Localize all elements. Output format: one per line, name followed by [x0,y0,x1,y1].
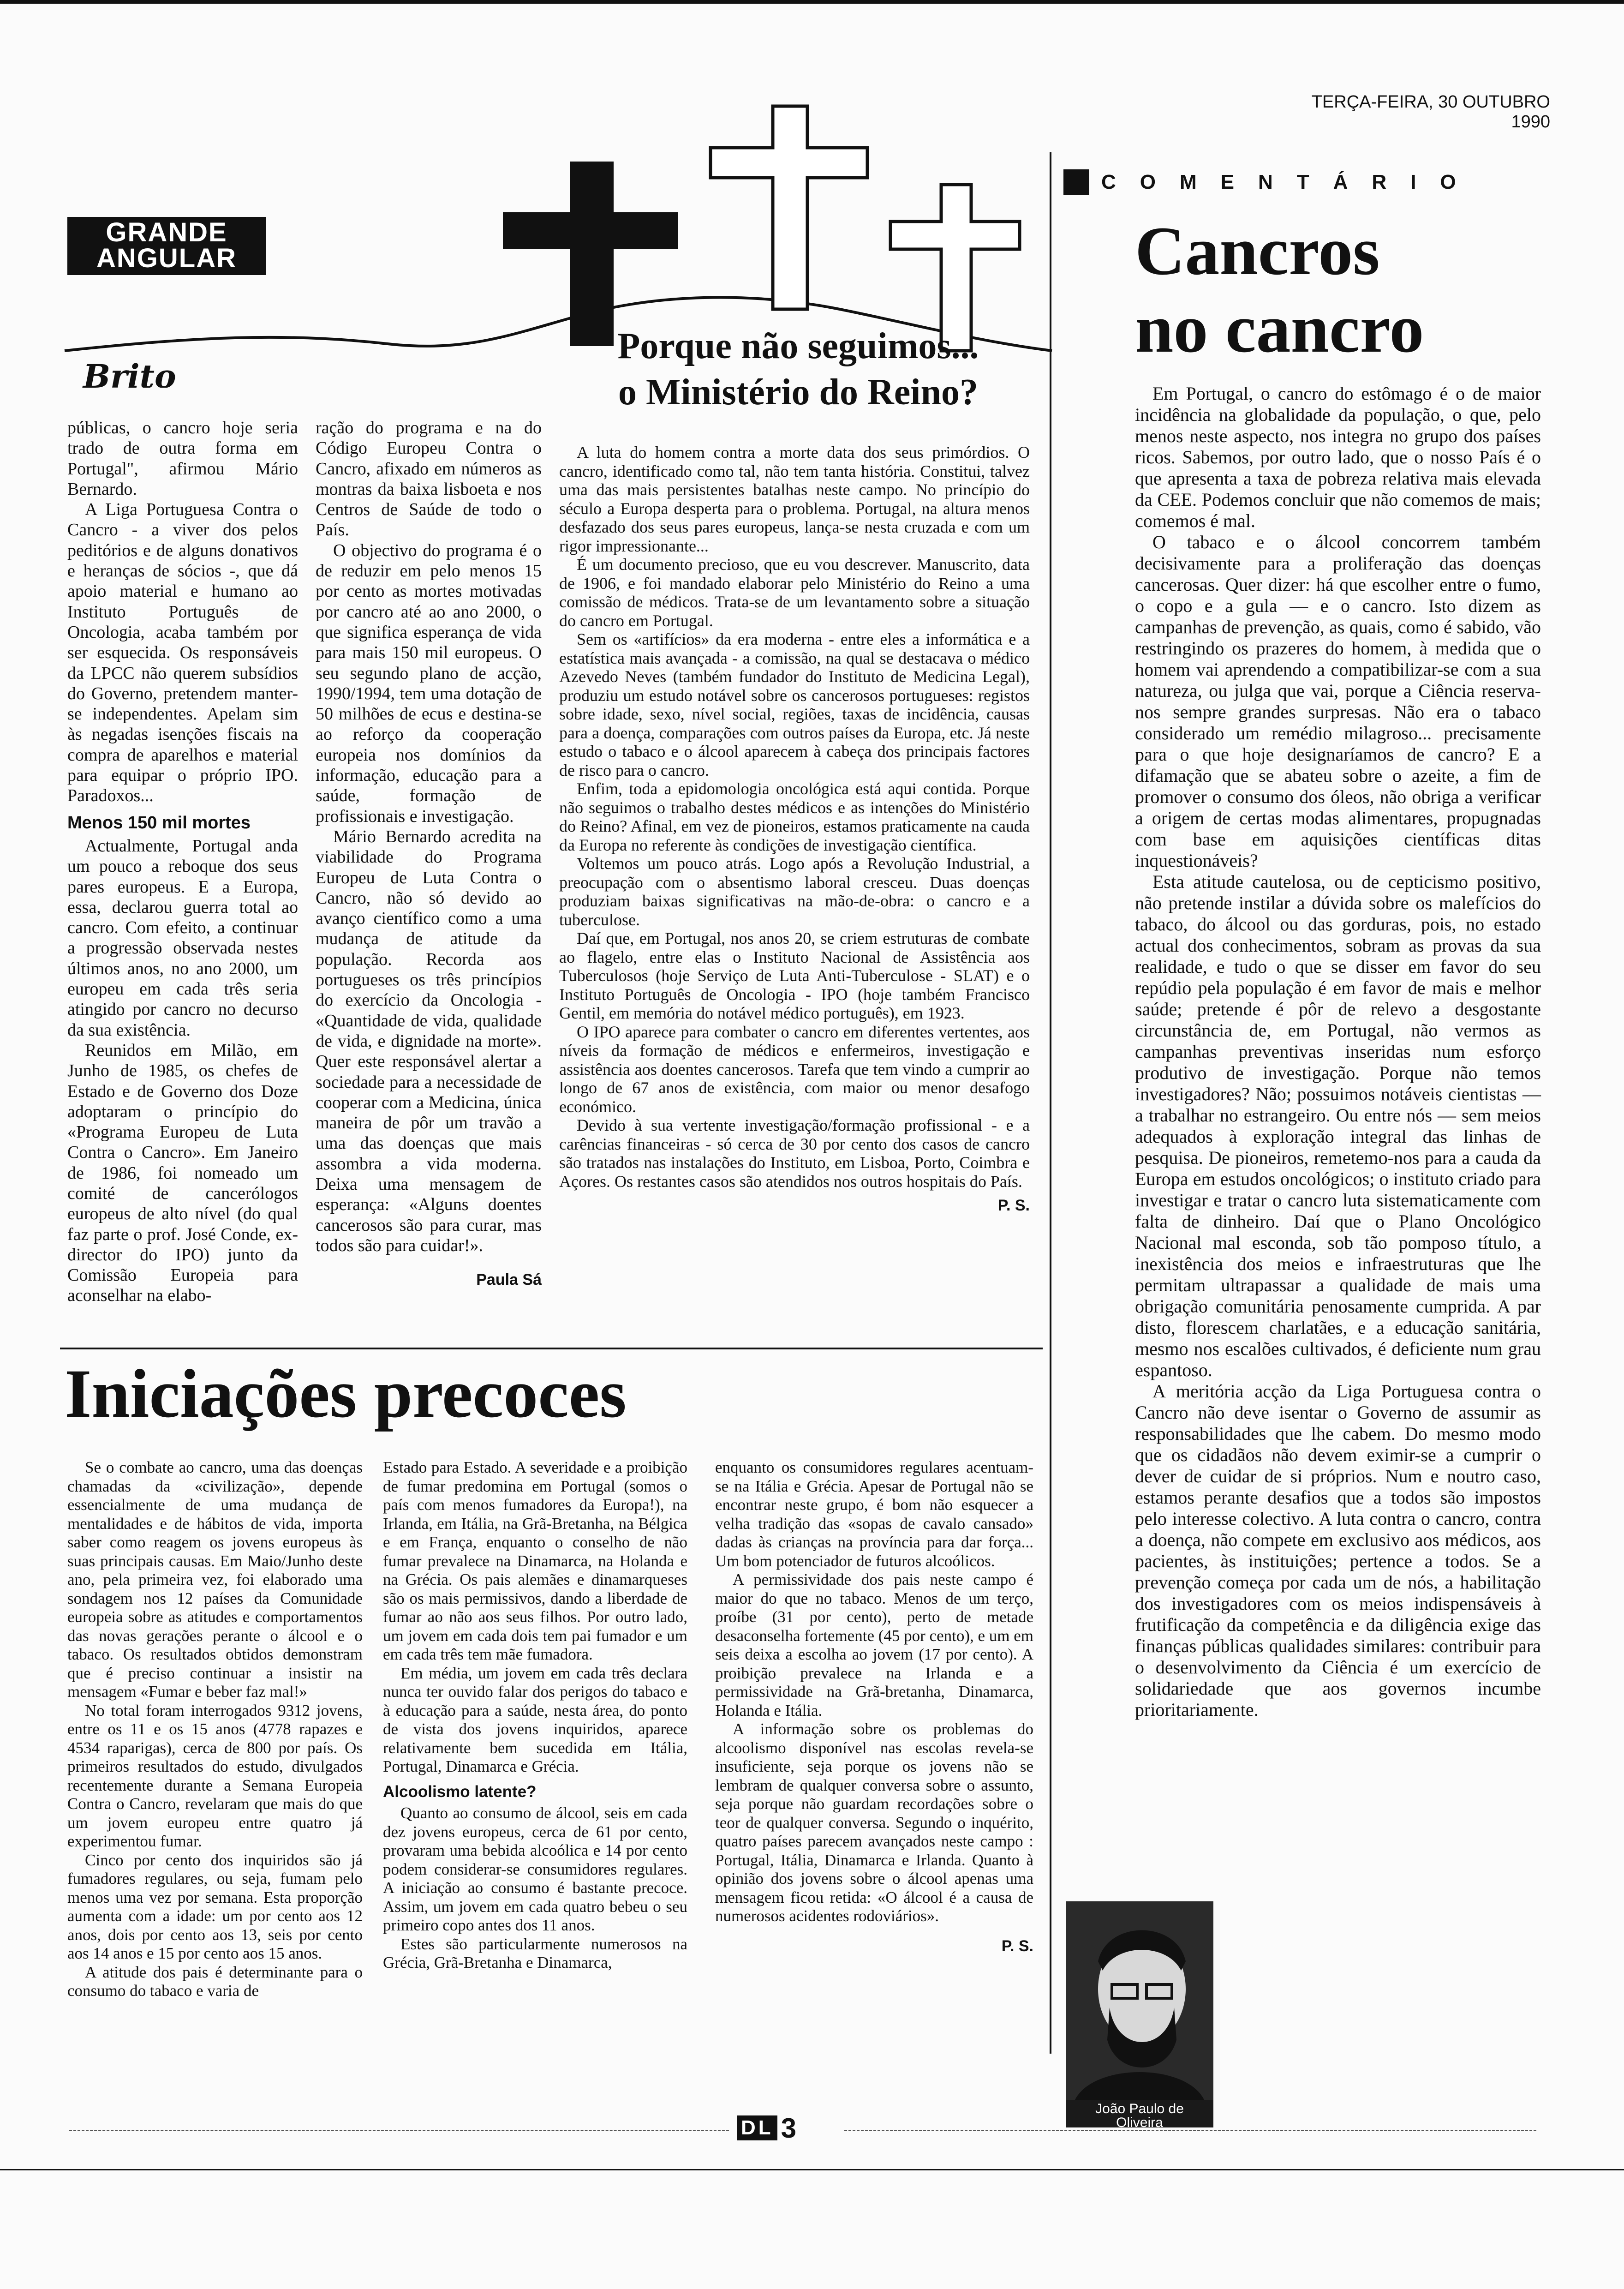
comment-label-block [1063,169,1089,195]
section-divider [60,1348,1043,1349]
paragraph: Estado para Estado. A severidade e a proibição de fumar predomina em Portugal (somos o país com menos fumadores da Europa!), na Irlanda, em Itália, na Grã-Bretanha, na Bélgica e em França, enquanto o conselho de não fumar prevalece na Dinamarca, na Holanda e na Grécia. Os pais alemães e dinamarqueses são os mais permissivos, dando a liberdade de fumar ao não aos seus filhos. Por outro lado, um jovem em cada dois tem pai fumador e um em cada três tem mãe fumadora. [383,1458,687,1663]
bottom-rule [0,2169,1624,2170]
paragraph: Devido à sua vertente investigação/formação profissional - e a carências financeiras - só cerca de 30 por cento dos casos de cancro são tratados nas instalações do Instituto, em Lisboa, Porto, Coimbra e Açores. Os restantes casos são atendidos nos outros hospitais do País. [559,1116,1030,1191]
comment-label [1063,166,1534,198]
paragraph: O objectivo do programa é o de reduzir em pelo menos 15 por cento as mortes motivadas por cancro até ao ano 2000, o que significa esperança de vida para mais 150 mil europeus. O seu segundo plano de acção, 1990/1994, tem uma dotação de 50 milhões de ecus e destina-se ao reforço da cooperação europeia nos domínios da informação, educação para a saúde, formação de profissionais e investigação. [316,540,542,826]
footer-logo [737,2114,796,2142]
paragraph: Mário Bernardo acredita na viabilidade do Programa Europeu de Luta Contra o Cancro, não só devido ao avanço científico como a uma mudança de atitude da população. Recorda aos portugueses os três princípios do exercício da Oncologia - «Quantidade de vida, qualidade de vida, e dignidade na morte». Quer este responsável alertar a sociedade para a necessidade de cooperar com a Medicina, única maneira de pôr um travão a uma das doenças que mais assombra a vida moderna. Deixa uma mensagem de esperança: «Alguns doentes cancerosos são para curar, mas todos são para cuidar!». [316,827,542,1255]
footer-rule-right [844,2130,1536,2131]
comment-label-text: COMENTÁRIO [1101,171,1480,193]
paragraph: públicas, o cancro hoje seria trado de outra forma em Portugal", afirmou Mário Bernardo. [67,418,298,499]
paragraph: Daí que, em Portugal, nos anos 20, se criem estruturas de combate ao flagelo, entre elas o Instituto Nacional de Assistência aos Tuberculosos (hoje Serviço de Luta Anti-Tuberculose - SLAT) e o Instituto Português de Oncologia - IPO (hoje também Francisco Gentil, em memória do notável médico português), em 1923. [559,929,1030,1022]
comment-body [1135,383,1541,1720]
author-photo [1066,1901,1213,2127]
footer-rule-left [69,2130,729,2131]
top-rule [0,0,1624,4]
paragraph: Voltemos um pouco atrás. Logo após a Revolução Industrial, a preocupação com o absentismo laboral cresceu. Duas doenças produziam baixas significativas na mão-de-obra: o cancro e a tuberculose. [559,854,1030,929]
illustration-signature: Brito [83,357,176,388]
paragraph: No total foram interrogados 9312 jovens, entre os 11 e os 15 anos (4778 rapazes e 4534 raparigas), cerca de 800 por país. Os primeiros resultados do estudo, divulgados recentemente durante a Semana Europeia Contra o Cancro, revelaram que mais do que um jovem europeu entre quatro já experimentou fumar. [67,1701,363,1850]
article1-col2 [316,418,542,1290]
page-number: 3 [781,2112,797,2144]
paragraph: Quanto ao consumo de álcool, seis em cada dez jovens europeus, cerca de 61 por cento, provaram uma bebida alcoólica e 14 por cento podem considerar-se consumidores regulares. A iniciação ao consumo é bastante precoce. Assim, um jovem em cada quatro bebeu o seu primeiro copo antes dos 11 anos. [383,1804,687,1934]
subhead: Menos 150 mil mortes [67,813,251,833]
paragraph: A Liga Portuguesa Contra o Cancro - a viver dos pelos peditórios e de alguns donativos e heranças de sócios -, que dá apoio material e humano ao Instituto Português de Oncologia, acaba também por ser esquecida. Os responsáveis da LPCC não querem subsídios do Governo, pretendem manter-se independentes. Apelam sim às negadas isenções fiscais na compra de aparelhos e material para equipar o próprio IPO. Paradoxos... [67,500,298,806]
paragraph: Estes são particularmente numerosos na Grécia, Grã-Bretanha e Dinamarca, [383,1935,687,1971]
article2-title-line1: Porque não seguimos... [617,326,979,366]
cross-black-icon [503,162,678,346]
paragraph: O tabaco e o álcool concorrem também decisivamente para a proliferação das doenças cancerosas. Quer dizer: há que escolher entre o fumo, o copo e a gula — e o cancro. Isto dizem as campanhas de prevenção, as quais, como é sabido, vão restringindo os prazeres do homem, à medida que o homem vai aprendendo a compatibilizar-se com a sua natureza, ou julga que vai, porque a Ciência reserva-nos sempre grandes surpresas. Não era o tabaco considerado um remédio milagroso... precisamente para o que hoje designaríamos de cancro? E a difamação que se abateu sobre o azeite, a fim de promover o consumo dos óleos, não obriga a verificar a origem de certas modas alimentares, propugnadas com base em aquisições científicas ditas inquestionáveis? [1135,532,1541,871]
comment-title-line2: no cancro [1135,290,1424,367]
paragraph: A luta do homem contra a morte data dos seus primórdios. O cancro, identificado como tal, não tem tanta história. Constitui, talvez uma das mais persistentes batalhas neste campo. No princípio do século a Europa desperta para o problema. Portugal, na altura menos desfazado dos seus pares europeus, lança-se nesta cruzada e com um rigor impressionante... [559,443,1030,555]
section-label-line1: GRANDE [106,217,227,247]
article3-col2 [383,1458,687,1972]
article3-col3 [715,1458,1033,1955]
paragraph: A informação sobre os problemas do alcoolismo disponível nas escolas revela-se insuficiente, seja porque os jovens não se lembram de qualquer conversa sobre o assunto, seja porque não guardam recordações sobre o teor de qualquer conversa. Segundo o inquérito, quatro países parecem avançados neste campo : Portugal, Itália, Dinamarca e Irlanda. Quanto à opinião dos jovens sobre o álcool apenas uma mensagem ficou retida: «O álcool é a causa de numerosos acidentes rodoviários». [715,1720,1033,1925]
article2-body [559,443,1030,1215]
paragraph: A atitude dos pais é determinante para o consumo do tabaco e varia de [67,1963,363,2000]
paragraph: enquanto os consumidores regulares acentuam-se na Itália e Grécia. Apesar de Portugal não se encontrar neste grupo, é bom não esquecer a velha tradição das «sopas de cavalo cansado» dadas às crianças na província para dar força... Um bom potenciador de futuros alcoólicos. [715,1458,1033,1570]
article1-author: Paula Sá [476,1271,542,1289]
article1-col1 [67,418,298,1306]
paragraph: Reunidos em Milão, em Junho de 1985, os chefes de Estado e de Governo dos Doze adoptaram o princípio do «Programa Europeu de Luta Contra o Cancro». Em Janeiro de 1986, foi nomeado um comité de cancerólogos europeus de alto nível (do qual faz parte o prof. José Conde, ex-director do IPO) junto da Comissão Europeia para aconselhar na elabo- [67,1040,298,1306]
header-date: TERÇA-FEIRA, 30 OUTUBRO 1990 [1311,92,1550,132]
section-label-line2: ANGULAR [96,243,237,273]
paragraph: Actualmente, Portugal anda um pouco a reboque dos seus pares europeus. E a Europa, essa, declarou guerra total ao cancro. Com efeito, a continuar a progressão observada nestes últimos anos, no ano 2000, um europeu em cada três seria atingido por cancro no decurso da sua existência. [67,836,298,1040]
cross-white-icon [710,106,867,309]
paragraph: A meritória acção da Liga Portuguesa contra o Cancro não deve isentar o Governo de assumir as responsabilidades que lhe cabem. Do mesmo modo que os cidadãos não devem eximir-se a cumprir o dever de cuidar de si próprios. Num e noutro caso, estamos perante desafios que a todos são impostos pelo interesse colectivo. A luta contra o cancro, contra a doença, não compete em exclusivo aos médicos, aos pacientes, às instituições; pertence a todos. Se a prevenção começa por cada um de nós, a habilitação dos investigadores com os meios indispensáveis à frutificação da competência e da diligência exige das finanças públicas qualidades similares: contribuir para o desenvolvimento da Ciência é um exercício de solidariedade que aos governos incumbe prioritariamente. [1135,1381,1541,1720]
paragraph: Enfim, toda a epidomologia oncológica está aqui contida. Porque não seguimos o trabalho destes médicos e as intenções do Ministério do Reino? Afinal, em vez de pioneiros, estamos praticamente na cauda da Europa no referente às condições de investigação científica. [559,779,1030,854]
article3-title: Iniciações precoces [65,1355,627,1432]
subhead: Alcoolismo latente? [383,1782,537,1801]
paragraph: Esta atitude cautelosa, ou de cepticismo positivo, não pretende instilar a dúvida sobre os malefícios do tabaco, do álcool ou das gorduras, pois, no estado actual dos conhecimentos, sobram as provas da sua realidade, e tudo o que se disser em favor do seu repúdio pela população é em favor de mais e melhor saúde; pretende é pôr de relevo a desgostante circunstância de, em Portugal, não vermos as campanhas preventivas inseridas num esforço produtivo de investigação. Porque não temos investigadores? Não; possuimos notáveis cientistas — a trabalhar no estrangeiro. Ou entre nós — sem meios adequados à exploração integral das linhas de pesquisa. De pioneiros, remetemo-nos para a cauda da Europa em estudos oncológicos; o instituto criado para investigar e tratar o cancro luta sistematicamente com falta de dinheiro. Daí que o Plano Oncológico Nacional mal esconda, sob tão pomposo título, a inexistência dos meios e infraestruturas que lhe permitam ultrapassar a qualidade de mais uma obrigação comunitária penosamente cumprida. A par disto, florescem charlatães, e a educação sanitária, mesmo nos escalões cultivados, é deficiente num grau espantoso. [1135,871,1541,1380]
article2-title-line2: o Ministério do Reino? [618,372,978,413]
photo-caption [1066,2102,1213,2127]
comment-title [1135,212,1532,367]
paragraph: A permissividade dos pais neste campo é maior do que no tabaco. Menos de um terço, proíbe (31 por cento), perto de metade desaconselha fortemente (45 por cento), e um em seis deixa a escolha ao jovem (17 por cento). A proibição prevalece na Irlanda e a permissividade na Grã-bretanha, Dinamarca, Holanda e Itália. [715,1570,1034,1720]
paragraph: É um documento precioso, que eu vou descrever. Manuscrito, data de 1906, e foi mandado elaborar pelo Ministério do Reino a uma comissão de médicos. Trata-se de um levantamento sobre a situação do cancro em Portugal. [559,555,1030,630]
article3-author: P. S. [1001,1937,1033,1955]
paragraph: Em Portugal, o cancro do estômago é o de maior incidência na globalidade da população, o que, pelo menos neste aspecto, nos integra no grupo dos países ricos. Sabemos, por outro lado, que o nosso País é o que apresenta a taxa de pobreza relativa mais elevada da CEE. Podemos concluir que não comemos de mais; comemos é mal. [1135,383,1541,531]
paragraph: Em média, um jovem em cada três declara nunca ter ouvido falar dos perigos do tabaco e à educação para a saúde, nesta área, do ponto de vista dos jovens inquiridos, aparece relativamente bem sucedida em Itália, Portugal, Dinamarca e Grécia. [383,1664,687,1775]
article3-col1 [67,1458,363,2001]
paragraph: Se o combate ao cancro, uma das doenças chamadas da «civilização», depende essencialmente de uma mudança de mentalidades e de hábitos de vida, importa saber como reagem os jovens europeus às suas principais causas. Em Maio/Junho deste ano, pela primeira vez, foi elaborado uma sondagem nos 12 países da Comunidade europeia sobre as atitudes e comportamentos das novas gerações perante o álcool e o tabaco. Os resultados obtidos demonstram que é preciso continuar a insistir na mensagem «Fumar e beber faz mal!» [67,1458,363,1701]
paragraph: O IPO aparece para combater o cancro em diferentes vertentes, aos níveis da formação de médicos e enfermeiros, investigação e assistência aos doentes cancerosos. Tarefa que tem vindo a cumprir ao longo de 67 anos de existência, com maior ou menor desafogo económico. [559,1022,1030,1116]
paragraph: Cinco por cento dos inquiridos são já fumadores regulares, ou seja, fumam pelo menos uma vez por semana. Esta proporção aumenta com a idade: um por cento aos 12 anos, dois por cento aos 13, seis por cento aos 14 anos e 15 por cento aos 15 anos. [67,1851,363,1962]
publication-logo: DL [737,2115,777,2140]
article2-title [554,323,1043,415]
paragraph: ração do programa e na do Código Europeu Contra o Cancro, afixado em números as montras da baixa lisboeta e nos Centros de Saúde de todo o País. [316,418,542,540]
comment-title-line1: Cancros [1135,213,1380,289]
paragraph: Sem os «artifícios» da era moderna - entre eles a informática e a estatística mais avançada - a comissão, na qual se destacava o médico Azevedo Neves (também fundador do Instituto de Medicina Legal), produziu um estudo notável sobre os cancerosos portugueses: registos sobre idade, sexo, nível social, regiões, taxas de incidência, causas para a doença, comparações com outros países da Europa, etc. Já neste estudo o tabaco e o álcool aparecem à cabeça dos principais factores de risco para o cancro. [559,630,1030,779]
photo-caption-line1: João Paulo de [1095,2101,1184,2116]
photo-caption-line2: Oliveira [1116,2115,1163,2127]
article2-author: P. S. [997,1197,1030,1214]
portrait-icon [1066,1901,1213,2100]
